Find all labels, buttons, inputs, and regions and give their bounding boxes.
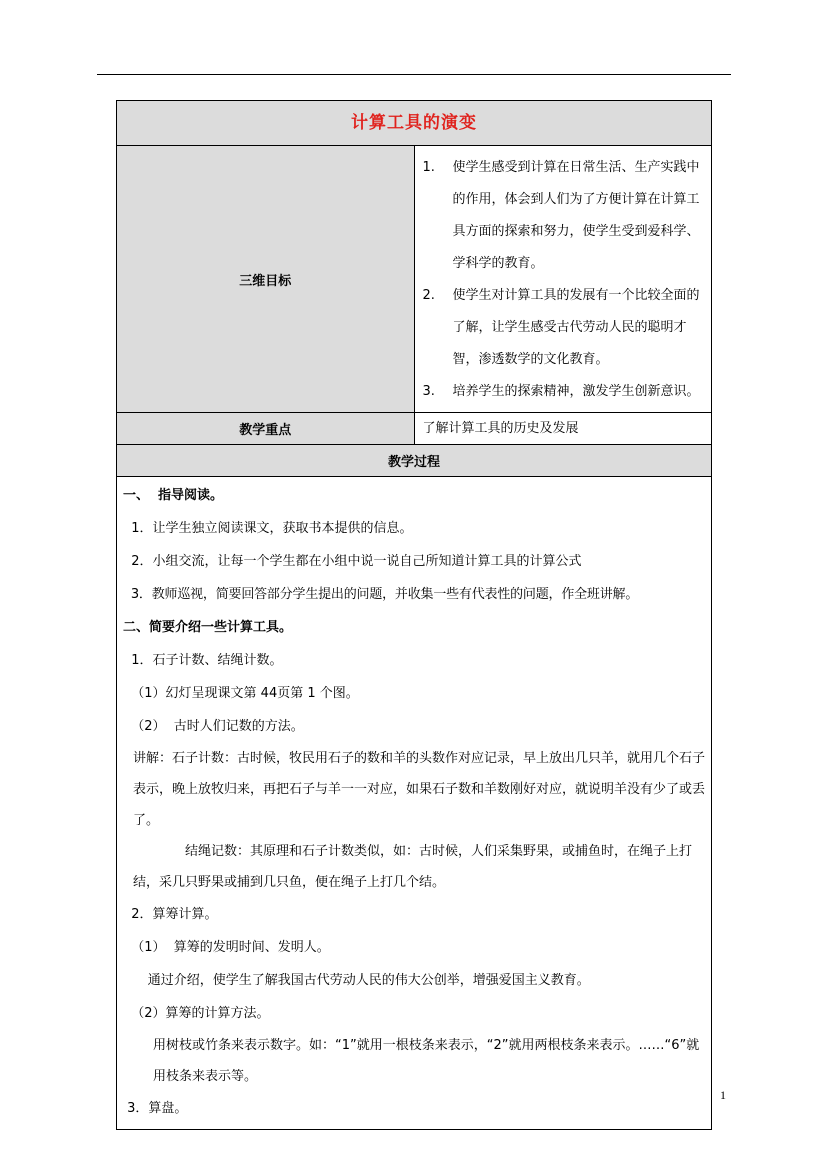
process-body [117,477,711,1129]
page-number: 1 [720,1088,726,1102]
page-title: 计算工具的演变 [351,113,477,133]
header-rule [97,74,731,75]
process-line: （2）算筹的计算方法。 [123,1006,270,1021]
explanation-paragraph: 用树枝或竹条来表示数字。如：“1”就用一根枝条来表示，“2”就用两根枝条来表示。……“6”就用枝条来表示等。 [153,1038,700,1084]
process-line: 1．让学生独立阅读课文，获取书本提供的信息。 [123,521,413,536]
goal-number: 3. [422,384,435,399]
process-line: 3．教师巡视，简要回答部分学生提出的问题，并收集一些有代表性的问题，作全班讲解。 [123,587,639,602]
process-line: （1） 算筹的发明时间、发明人。 [123,940,330,955]
process-line: 通过介绍，使学生了解我国古代劳动人民的伟大公创举，增强爱国主义教育。 [123,973,590,988]
process-title: 教学过程 [387,455,440,470]
goals-label-cell [117,146,415,413]
process-line: 1．石子计数、结绳计数。 [123,653,283,668]
process-line: 2．算筹计算。 [123,907,218,922]
goals-cell [414,146,712,413]
section-heading: 二、简要介绍一些计算工具。 [123,620,293,635]
goals-list [415,146,712,412]
goal-item [423,280,704,376]
title-cell [117,101,712,146]
goals-label: 三维目标 [239,273,292,289]
goal-number: 2. [422,288,435,303]
process-line: （1）幻灯呈现课文第 44页第 1 个图。 [123,686,359,701]
section-heading: 一、 指导阅读。 [123,488,224,503]
process-line: 3．算盘。 [123,1101,188,1116]
goal-item [423,152,704,280]
process-line: 2．小组交流，让每一个学生都在小组中说一说自己所知道计算工具的计算公式 [123,554,582,569]
goal-text: 使学生对计算工具的发展有一个比较全面的了解，让学生感受古代劳动人民的聪明才智，渗透数学的文化教育。 [452,288,700,367]
goal-item [423,376,704,408]
goal-text: 使学生感受到计算在日常生活、生产实践中的作用，体会到人们为了方便计算在计算工具方面的探索和努力，使学生受到爱科学、学科学的教育。 [452,160,700,271]
focus-label: 教学重点 [239,423,292,438]
explanation-paragraph: 讲解：石子计数：古时候，牧民用石子的数和羊的头数作对应记录，早上放出几只羊，就用几个石子表示，晚上放牧归来，再把石子与羊一一对应，如果石子数和羊数刚好对应，就说明羊没有少了或丢了。 [133,751,706,828]
focus-label-cell [117,413,415,445]
process-line: （2） 古时人们记数的方法。 [123,719,304,734]
process-body-cell [117,477,712,1130]
goal-number: 1. [422,160,435,175]
focus-cell [414,413,712,445]
explanation-paragraph: 结绳记数：其原理和石子计数类似，如：古时候，人们采集野果，或捕鱼时，在绳子上打结，采几只野果或捕到几只鱼，便在绳子上打几个结。 [133,844,693,890]
process-title-cell [117,445,712,477]
goal-text: 培养学生的探索精神，激发学生创新意识。 [452,384,700,399]
focus-text: 了解计算工具的历史及发展 [422,421,579,436]
lesson-plan-table [116,100,712,1130]
